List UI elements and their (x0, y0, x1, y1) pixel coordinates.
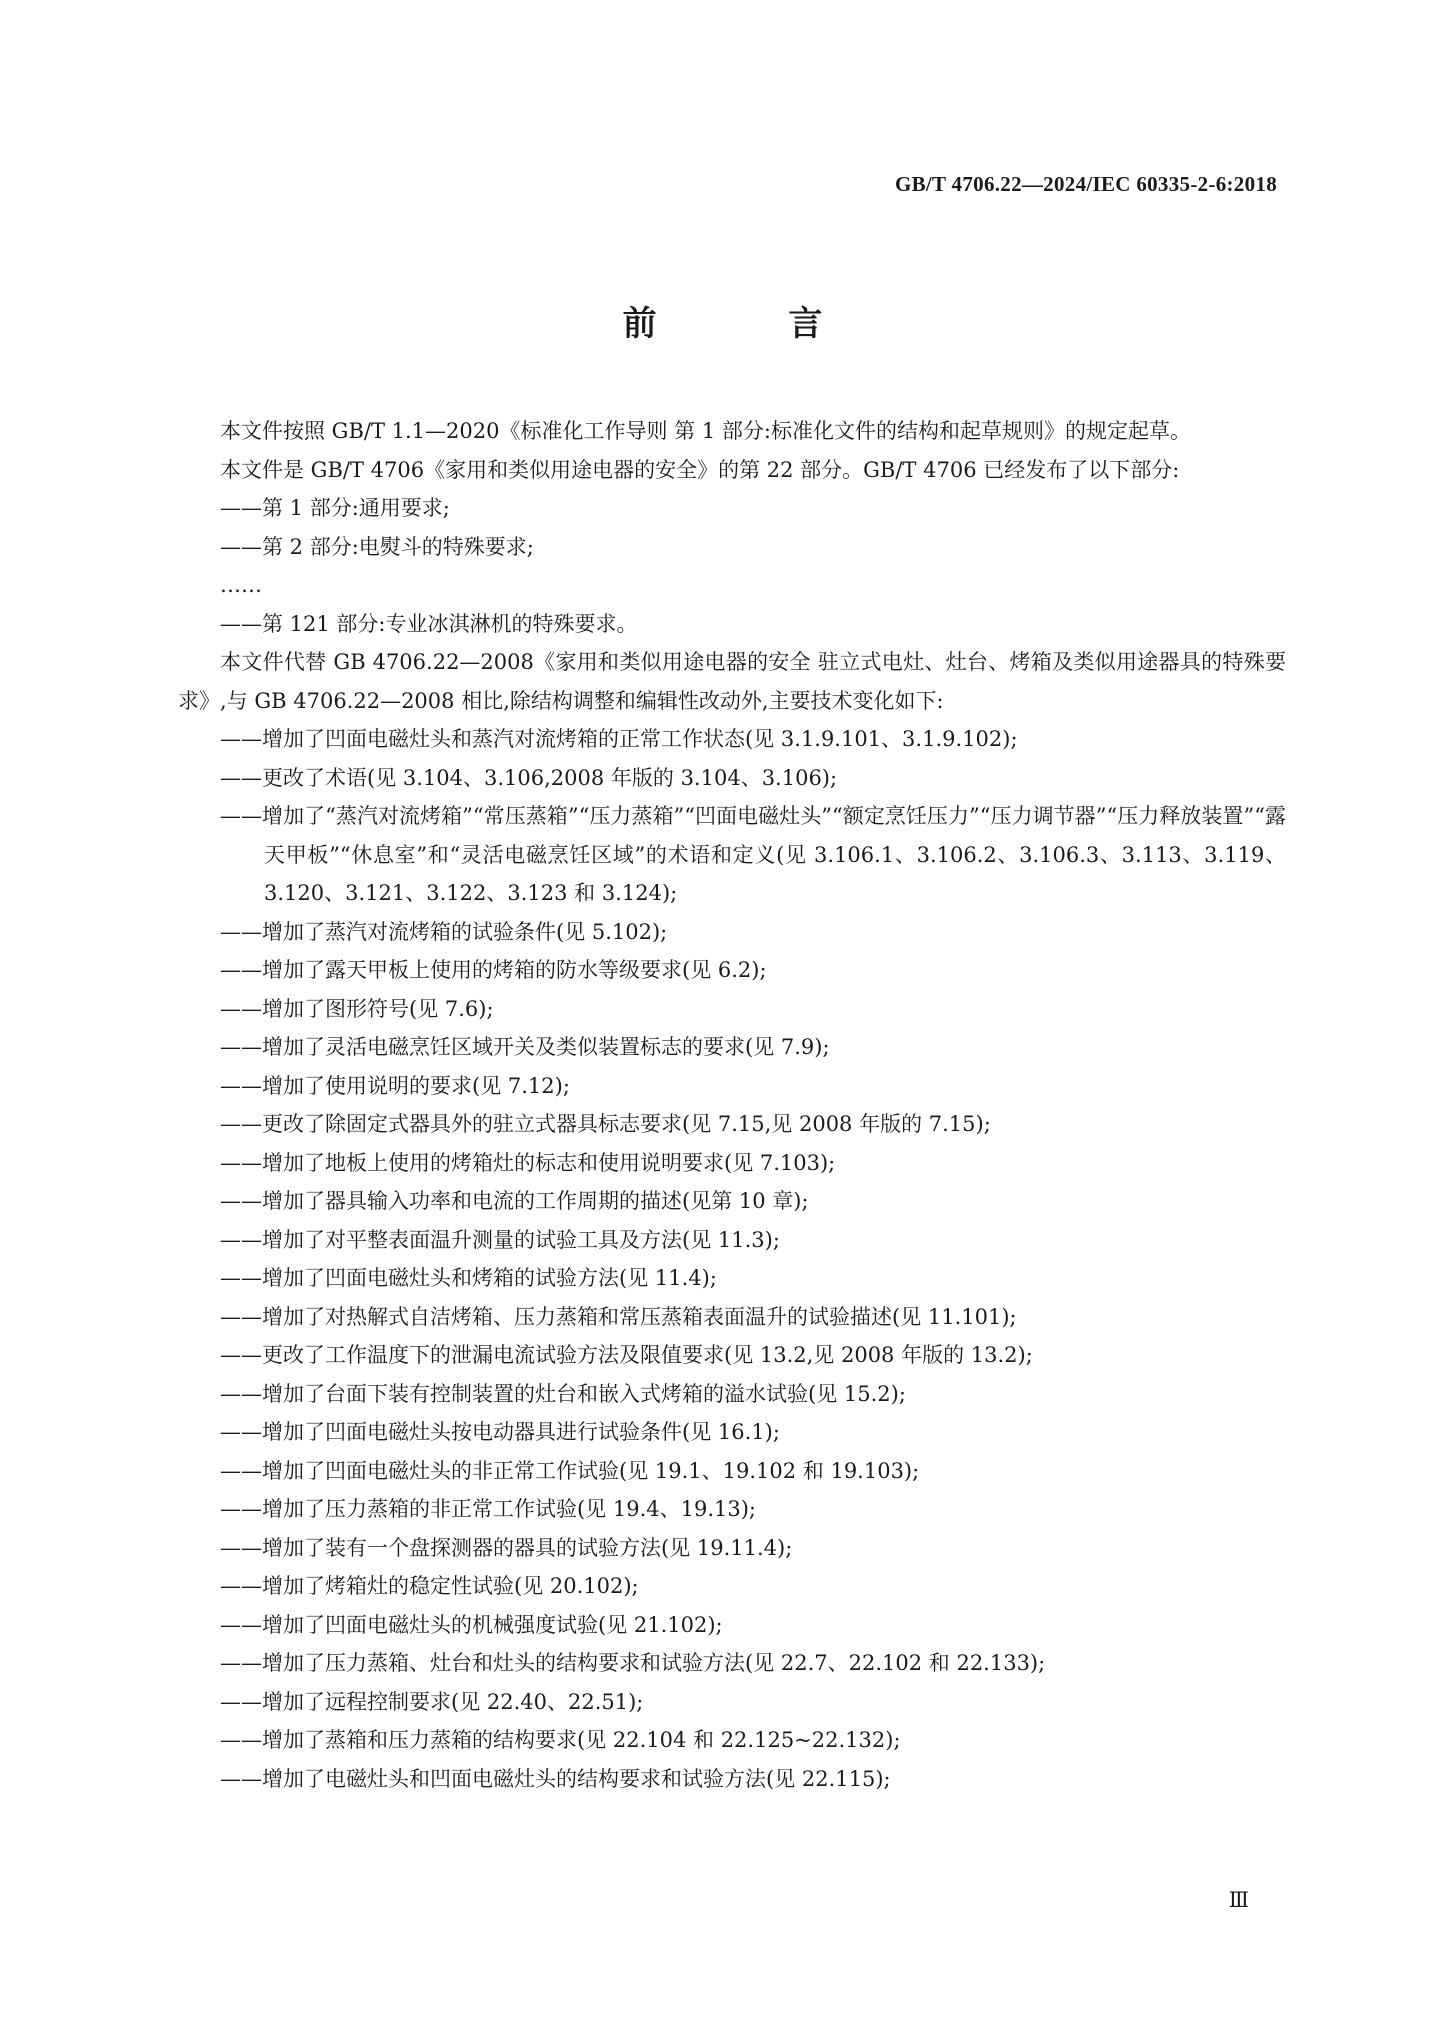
list-item: ——增加了露天甲板上使用的烤箱的防水等级要求(见 6.2); (220, 958, 767, 982)
page-number: Ⅲ (1228, 1888, 1249, 1912)
list-item: ——增加了凹面电磁灶头和烤箱的试验方法(见 11.4); (220, 1266, 717, 1290)
list-item: ——更改了除固定式器具外的驻立式器具标志要求(见 7.15,见 2008 年版的 7.15); (220, 1112, 991, 1136)
parts-list (178, 489, 1286, 643)
foreword-body (178, 412, 1286, 1798)
list-item: ——增加了蒸汽对流烤箱的试验条件(见 5.102); (220, 919, 668, 944)
list-item: ——更改了术语(见 3.104、3.106,2008 年版的 3.104、3.106); (220, 765, 838, 790)
list-item: ——增加了压力蒸箱、灶台和灶头的结构要求和试验方法(见 22.7、22.102 和 22.133); (220, 1651, 1046, 1675)
list-item: ——增加了凹面电磁灶头的非正常工作试验(见 19.1、19.102 和 19.103); (220, 1458, 920, 1483)
list-item: ——增加了使用说明的要求(见 7.12); (220, 1073, 570, 1098)
list-item: ——增加了凹面电磁灶头按电动器具进行试验条件(见 16.1); (220, 1420, 780, 1444)
list-item: ——增加了压力蒸箱的非正常工作试验(见 19.4、19.13); (220, 1497, 757, 1521)
list-item: ——第 1 部分:通用要求; (220, 496, 450, 520)
list-item: ——更改了工作温度下的泄漏电流试验方法及限值要求(见 13.2,见 2008 年版的 13.2); (220, 1343, 1033, 1367)
list-item: ——增加了对热解式自洁烤箱、压力蒸箱和常压蒸箱表面温升的试验描述(见 11.101); (220, 1304, 1017, 1329)
list-item: ——增加了电磁灶头和凹面电磁灶头的结构要求和试验方法(见 22.115); (220, 1766, 891, 1791)
standard-code-header: GB/T 4706.22—2024/IEC 60335-2-6:2018 (894, 172, 1277, 196)
paragraph-drafting-rules: 本文件按照 GB/T 1.1—2020《标准化工作导则 第 1 部分:标准化文件的结构和起草规则》的规定起草。 (220, 419, 1191, 443)
list-item: ——增加了蒸箱和压力蒸箱的结构要求(见 22.104 和 22.125~22.132); (220, 1728, 901, 1752)
page-title: 前 言 (622, 304, 883, 344)
paragraph-series-parts: 本文件是 GB/T 4706《家用和类似用途电器的安全》的第 22 部分。GB/T 4706 已经发布了以下部分: (220, 457, 1180, 482)
list-item: ——增加了凹面电磁灶头和蒸汽对流烤箱的正常工作状态(见 3.1.9.101、3.1.9.102); (220, 727, 1018, 751)
list-item: ——增加了凹面电磁灶头的机械强度试验(见 21.102); (220, 1612, 723, 1637)
list-item: ——增加了地板上使用的烤箱灶的标志和使用说明要求(见 7.103); (220, 1150, 836, 1175)
paragraph-replaces: 本文件代替 GB 4706.22—2008《家用和类似用途电器的安全 驻立式电灶、灶台、烤箱及类似用途器具的特殊要求》,与 GB 4706.22—2008 相比,除结构调整和编辑性改动外,主要技术变化如下: (178, 650, 1286, 713)
list-item: ——增加了远程控制要求(见 22.40、22.51); (220, 1689, 644, 1714)
list-item: ——第 121 部分:专业冰淇淋机的特殊要求。 (220, 611, 638, 636)
list-item: ——增加了灵活电磁烹饪区域开关及类似装置标志的要求(见 7.9); (220, 1035, 830, 1059)
list-item: ——增加了对平整表面温升测量的试验工具及方法(见 11.3); (220, 1227, 780, 1252)
list-item: …… (220, 573, 262, 597)
list-item: ——增加了烤箱灶的稳定性试验(见 20.102); (220, 1574, 639, 1598)
list-item: ——增加了器具输入功率和电流的工作周期的描述(见第 10 章); (220, 1189, 809, 1213)
list-item: ——增加了装有一个盘探测器的器具的试验方法(见 19.11.4); (220, 1535, 793, 1560)
list-item: ——增加了图形符号(见 7.6); (220, 996, 494, 1021)
list-item: ——第 2 部分:电熨斗的特殊要求; (220, 534, 534, 559)
list-item: ——增加了“蒸汽对流烤箱”“常压蒸箱”“压力蒸箱”“凹面电磁灶头”“额定烹饪压力”“压力调节器”“压力释放装置”“露天甲板”“休息室”和“灵活电磁烹饪区域”的术语和定义(见 3.106.1、3.106.2、3.106.3、3.113、3.119、3.120、3.121、3.122、3.123 和 3.124); (220, 804, 1286, 905)
list-item: ——增加了台面下装有控制装置的灶台和嵌入式烤箱的溢水试验(见 15.2); (220, 1381, 906, 1406)
changes-list (178, 720, 1286, 1798)
